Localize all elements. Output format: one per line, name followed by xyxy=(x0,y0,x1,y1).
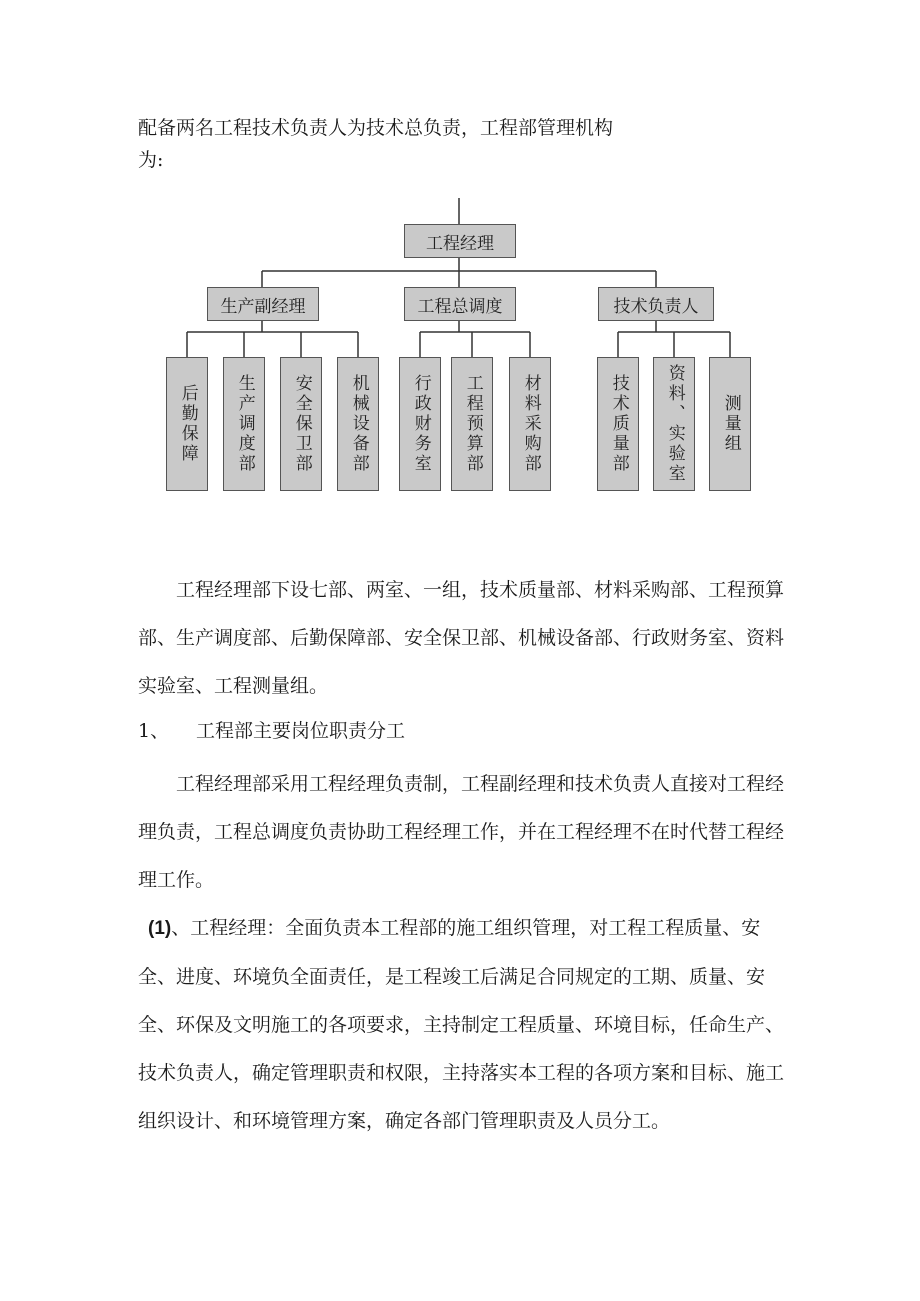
org-node-production-scheduling xyxy=(223,357,265,491)
paragraph-project-manager xyxy=(138,904,798,1145)
section-heading xyxy=(138,716,405,743)
org-node-root xyxy=(404,224,516,258)
section-heading-text: 工程部主要岗位职责分工 xyxy=(196,720,406,742)
item-text: 、工程经理：全面负责本工程部的施工组织管理，对工程工程质量、安全、进度、环境负全面责任，是工程竣工后满足合同规定的工期、质量、安全、环保及文明施工的各项要求，主持制定工程质量、环境目标，任命生产、技术负责人，确定管理职责和权限，主持落实本工程的各项方案和目标、施工组织设计、和环境管理方案，确定各部门管理职责及人员分工。 xyxy=(138,917,785,1132)
org-node-survey xyxy=(709,357,751,491)
org-node-procurement xyxy=(509,357,551,491)
org-node-label: 行政财务室 xyxy=(410,374,431,474)
org-node-root-label: 工程经理 xyxy=(426,233,494,254)
org-node-label: 生产副经理 xyxy=(220,296,306,317)
section-heading-number: 1、 xyxy=(138,720,170,742)
intro-paragraph xyxy=(138,112,698,176)
org-node-label: 技术质量部 xyxy=(608,374,629,474)
org-node-label: 安全保卫部 xyxy=(291,374,312,474)
intro-line-2: 为: xyxy=(138,149,164,171)
org-node-logistics xyxy=(166,357,208,491)
paragraph-departments: 工程经理部下设七部、两室、一组，技术质量部、材料采购部、工程预算部、生产调度部、后勤保障部、安全保卫部、机械设备部、行政财务室、资料实验室、工程测量组。 xyxy=(138,579,785,697)
org-node-chief-dispatcher xyxy=(404,287,516,321)
org-node-budget xyxy=(451,357,493,491)
org-node-technical-lead xyxy=(598,287,714,321)
intro-line-1: 配备两名工程技术负责人为技术总负责，工程部管理机构 xyxy=(138,117,614,139)
org-node-label: 工程预算部 xyxy=(462,374,483,474)
org-node-label: 后勤保障 xyxy=(177,384,198,464)
org-node-machinery xyxy=(337,357,379,491)
org-node-label: 机械设备部 xyxy=(348,374,369,474)
org-node-quality xyxy=(597,357,639,491)
item-number: (1) xyxy=(148,918,172,939)
org-node-label: 技术负责人 xyxy=(613,296,699,317)
org-node-data-lab xyxy=(653,357,695,491)
org-node-safety-security xyxy=(280,357,322,491)
paragraph-responsibility-system: 工程经理部采用工程经理负责制，工程副经理和技术负责人直接对工程经理负责，工程总调度负责协助工程经理工作，并在工程经理不在时代替工程经理工作。 xyxy=(138,773,785,891)
org-node-label: 测量组 xyxy=(720,394,741,454)
org-node-admin-finance xyxy=(399,357,441,491)
org-node-label: 材料采购部 xyxy=(520,374,541,474)
org-node-label: 资料、实验室 xyxy=(664,364,685,484)
org-node-label: 工程总调度 xyxy=(417,296,503,317)
org-node-label: 生产调度部 xyxy=(234,374,255,474)
org-node-production-deputy xyxy=(207,287,319,321)
